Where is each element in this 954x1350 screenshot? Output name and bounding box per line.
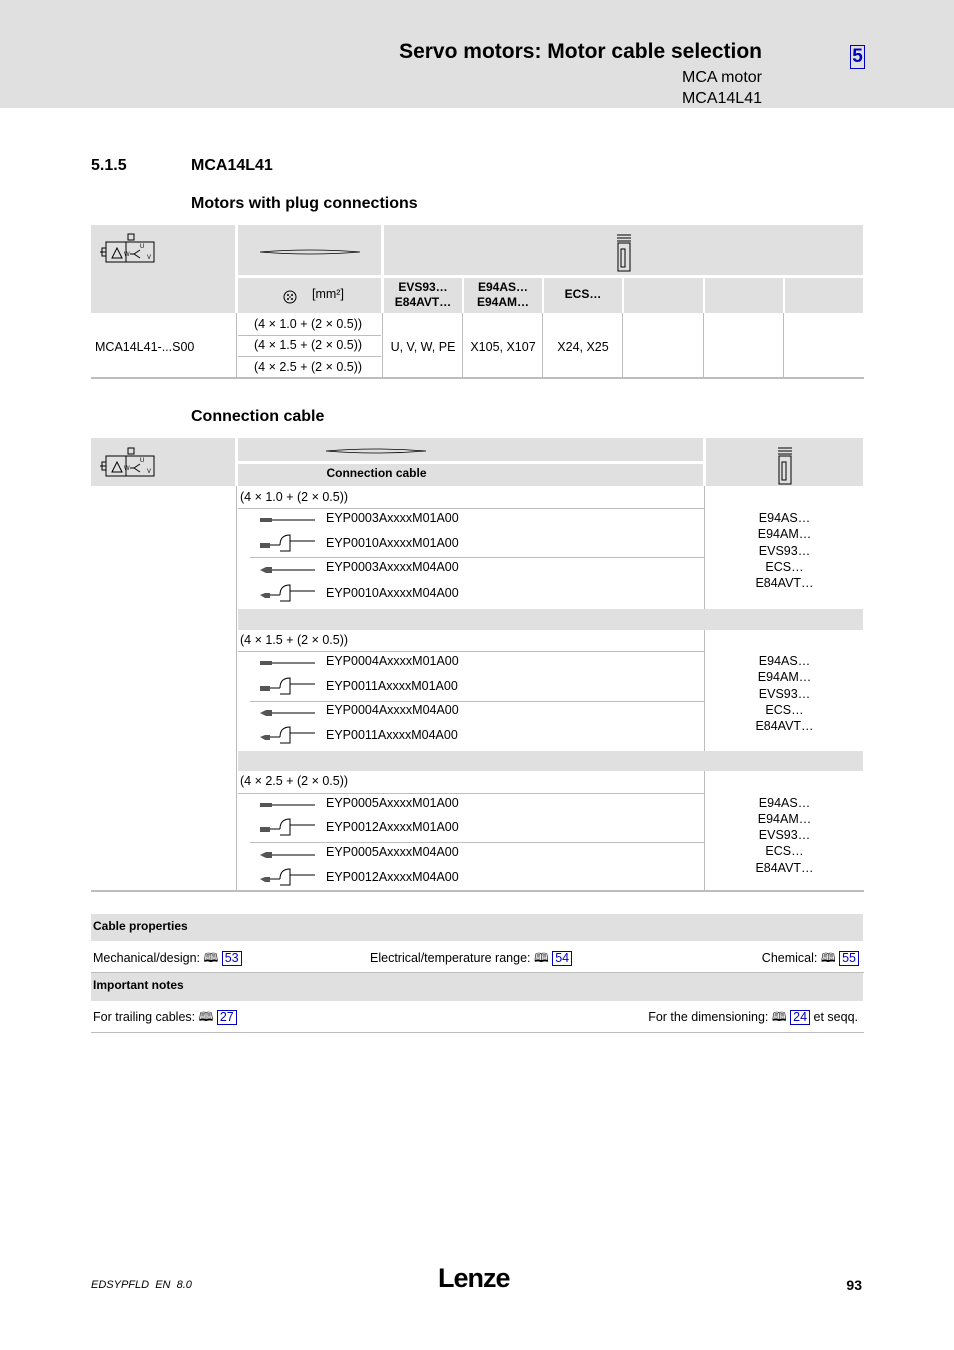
book-icon: 🕮 [820,951,836,965]
straight-cable-icon [260,801,315,809]
motor-icon [100,234,156,264]
drive-name: E94AS… [758,654,811,668]
book-icon: 🕮 [198,1010,214,1024]
cable-icon [260,248,360,256]
drive-name: E84AVT… [755,861,814,875]
motor-name: MCA14L41-...S00 [95,340,195,354]
cable-part-number: EYP0012AxxxxM01A00 [326,820,459,834]
group-2-size: (4 × 1.5 + (2 × 0.5)) [240,633,349,647]
page-link-27[interactable]: 27 [217,1010,237,1025]
svg-text:W: W [124,252,130,258]
chapter-marker[interactable]: 5 [850,45,865,69]
chemical-ref: Chemical: 🕮 55 [762,951,859,966]
terminal-e94: X105, X107 [470,340,536,354]
header-subtitle-motor: MCA motor [681,69,762,86]
svg-text:U: U [140,458,145,464]
plug-size-1: (4 × 1.0 + (2 × 0.5)) [254,317,363,331]
cable-part-number: EYP0010AxxxxM01A00 [326,536,459,550]
unit-label: [mm²] [312,287,344,301]
book-icon: 🕮 [771,1010,787,1024]
angled-connector-icon [260,583,315,605]
cable-column-head: Connection cable [326,466,427,480]
drive-name: ECS… [765,560,804,574]
straight-cable-icon [260,659,315,667]
cable-part-number: EYP0003AxxxxM04A00 [326,560,459,574]
important-notes-heading: Important notes [93,978,184,992]
drive-icon [776,446,794,486]
lenze-logo: Lenze [438,1263,510,1293]
trailing-ref: For trailing cables: 🕮 27 [93,1010,237,1025]
angled-connector-icon [260,533,315,555]
drive-name: E84AVT… [755,576,814,590]
book-icon: 🕮 [203,951,219,965]
drive-icon [615,233,633,273]
drive-name: E94AS… [758,796,811,810]
plug-heading: Motors with plug connections [191,195,418,212]
drive-name: E94AM… [757,812,812,826]
mechanical-ref: Mechanical/design: 🕮 53 [93,951,242,966]
section-title: MCA14L41 [191,157,273,174]
cable-part-number: EYP0012AxxxxM04A00 [326,870,459,884]
terminal-motor: U, V, W, PE [390,340,456,354]
cable-icon [326,447,426,455]
cable-part-number: EYP0003AxxxxM01A00 [326,511,459,525]
cable-part-number: EYP0011AxxxxM01A00 [326,679,458,693]
connector-icon [283,290,297,304]
page-link-53[interactable]: 53 [222,951,242,966]
doc-id: EDSYPFLD EN 8.0 [91,1279,192,1291]
electrical-ref: Electrical/temperature range: 🕮 54 [370,951,572,966]
svg-text:V: V [147,469,152,475]
drive-name: EVS93… [758,687,811,701]
drive-name: ECS… [765,844,804,858]
page-title: Servo motors: Motor cable selection [399,40,762,63]
group-1-size: (4 × 1.0 + (2 × 0.5)) [240,490,349,504]
page-number: 93 [846,1277,862,1293]
page-header [0,0,954,108]
page-link-24[interactable]: 24 [790,1010,810,1025]
group-3-size: (4 × 2.5 + (2 × 0.5)) [240,774,349,788]
section-number: 5.1.5 [91,157,127,174]
angled-connector-icon [260,867,315,889]
cable-part-number: EYP0004AxxxxM04A00 [326,703,459,717]
cable-part-number: EYP0005AxxxxM04A00 [326,845,459,859]
plug-size-2: (4 × 1.5 + (2 × 0.5)) [254,338,363,352]
drive-name: EVS93… [758,828,811,842]
cable-part-number: EYP0005AxxxxM01A00 [326,796,459,810]
straight-cable-icon [260,516,315,524]
straight-cable-icon [260,566,315,574]
book-icon: 🕮 [533,951,549,965]
col-head-evs93: EVS93… E84AVT… [394,280,452,309]
drive-name: ECS… [765,703,804,717]
drive-name: EVS93… [758,544,811,558]
plug-size-3: (4 × 2.5 + (2 × 0.5)) [254,360,363,374]
page-link-54[interactable]: 54 [552,951,572,966]
cable-properties-heading: Cable properties [93,919,188,933]
angled-connector-icon [260,725,315,747]
drive-name: E94AM… [757,670,812,684]
svg-text:U: U [140,244,145,250]
cable-part-number: EYP0011AxxxxM04A00 [326,728,458,742]
svg-text:W: W [124,466,130,472]
drive-name: E94AS… [758,511,811,525]
straight-cable-icon [260,709,315,717]
header-subtitle-model: MCA14L41 [681,90,762,107]
drive-name: E84AVT… [755,719,814,733]
drive-name: E94AM… [757,527,812,541]
cable-part-number: EYP0010AxxxxM04A00 [326,586,459,600]
cable-part-number: EYP0004AxxxxM01A00 [326,654,459,668]
straight-cable-icon [260,851,315,859]
motor-icon [100,448,156,478]
col-head-ecs: ECS… [564,287,602,301]
svg-text:V: V [147,255,152,261]
angled-connector-icon [260,817,315,839]
connection-heading: Connection cable [191,408,325,425]
angled-connector-icon [260,676,315,698]
col-head-e94as: E94AS… E94AM… [476,280,529,309]
terminal-ecs: X24, X25 [557,340,609,354]
dimensioning-ref: For the dimensioning: 🕮 24 et seqq. [648,1010,858,1024]
page-link-55[interactable]: 55 [839,951,859,966]
